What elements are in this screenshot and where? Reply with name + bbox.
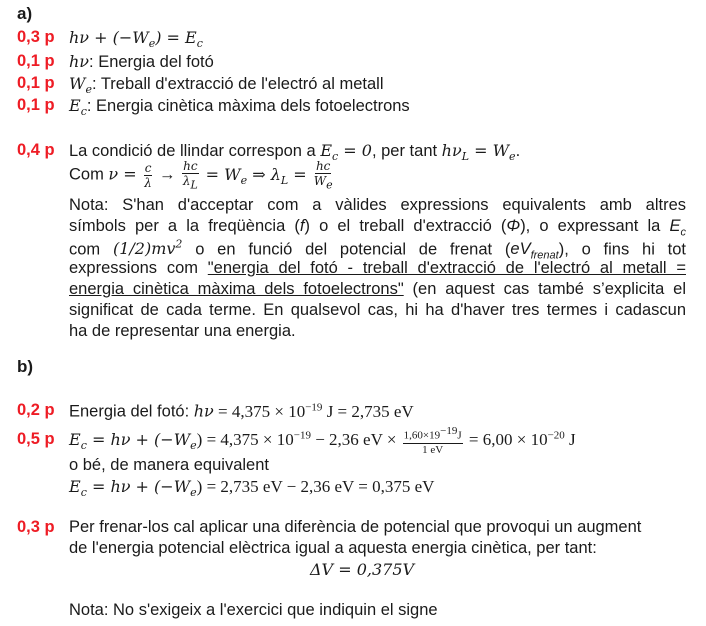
note-line: com $(1/2)mv^2$ o en funció del potencial de frenat $(eV_{frenat})$, o fins hi tot: [69, 238, 686, 262]
points-label: 0,4 p: [17, 141, 55, 159]
potential-difference-result: ΔV = 0,375V: [310, 560, 415, 579]
photon-energy-calculation: Energia del fotó: $h\nu = 4,375 \times 10^{-19}$ J = 2,735 eV: [69, 401, 414, 421]
points-label: 0,3 p: [17, 28, 55, 46]
definition-photon-energy: hν: Energia del fotó: [69, 52, 214, 71]
photoelectric-equation: $h\nu + (-W_e) = E_c$: [69, 28, 203, 51]
points-label: 0,1 p: [17, 96, 55, 114]
note-line: ha de representar una energia.: [69, 322, 296, 340]
potential-explanation-line: de l'energia potencial elèctrica igual a aquesta energia cinètica, per tant:: [69, 539, 597, 557]
note-line: Nota: S'han d'acceptar com a vàlides expressions equivalents amb altres: [69, 196, 686, 214]
kinetic-energy-calculation: $E_c = h\nu + (-W_e) = 4,375 \times 10^{-19} - 2,36$ eV × $\frac{1,60\times 19^{-19}J}{1 eV}$ = $6,00 \times 10^{-20}$ J: [69, 425, 576, 456]
alternative-text: o bé, de manera equivalent: [69, 456, 269, 474]
points-label: 0,1 p: [17, 74, 55, 92]
threshold-condition: La condició de llindar correspon a $E_c = 0$, per tant $h\nu_L = W_e$.: [69, 141, 521, 164]
definition-kinetic-energy: $E_c$: Energia cinètica màxima dels fotoelectrons: [69, 96, 410, 119]
points-label: 0,3 p: [17, 518, 55, 536]
potential-explanation-line: Per frenar-los cal aplicar una diferència de potencial que provoqui un augment: [69, 518, 642, 536]
note-line: significat de cada terme. En qualsevol cas, hi ha d'haver tres termes i cadascun: [69, 301, 686, 319]
points-label: 0,5 p: [17, 430, 55, 448]
kinetic-energy-alt-calculation: $E_c = h\nu + (-W_e) = 2,735$ eV − 2,36 eV = 0,375 eV: [69, 477, 435, 500]
note-line: símbols per a la freqüència (f) o el treball d'extracció (Φ), o expressant la $E_c$: [69, 217, 686, 239]
points-label: 0,1 p: [17, 52, 55, 70]
note-line: energia cinètica màxima dels fotoelectrons" (en aquest cas també s’explicita el: [69, 280, 686, 298]
sign-note: Nota: No s'exigeix a l'exercici que indiquin el signe: [69, 601, 438, 619]
note-line: expressions com "energia del fotó - treball d'extracció de l'electró al metall =: [69, 259, 686, 277]
definition-work-function: $W_e$: Treball d'extracció de l'electró al metall: [69, 74, 384, 97]
points-label: 0,2 p: [17, 401, 55, 419]
section-a-heading: a): [17, 4, 33, 23]
section-b-heading: b): [17, 357, 34, 376]
threshold-wavelength-derivation: Com ν = $\frac{c}{\lambda}$ → $\frac{hc}{\lambda_L}$ = $W_e$ ⇒ $\lambda_L$ = $\frac{hc}{W_e}$: [69, 159, 333, 192]
